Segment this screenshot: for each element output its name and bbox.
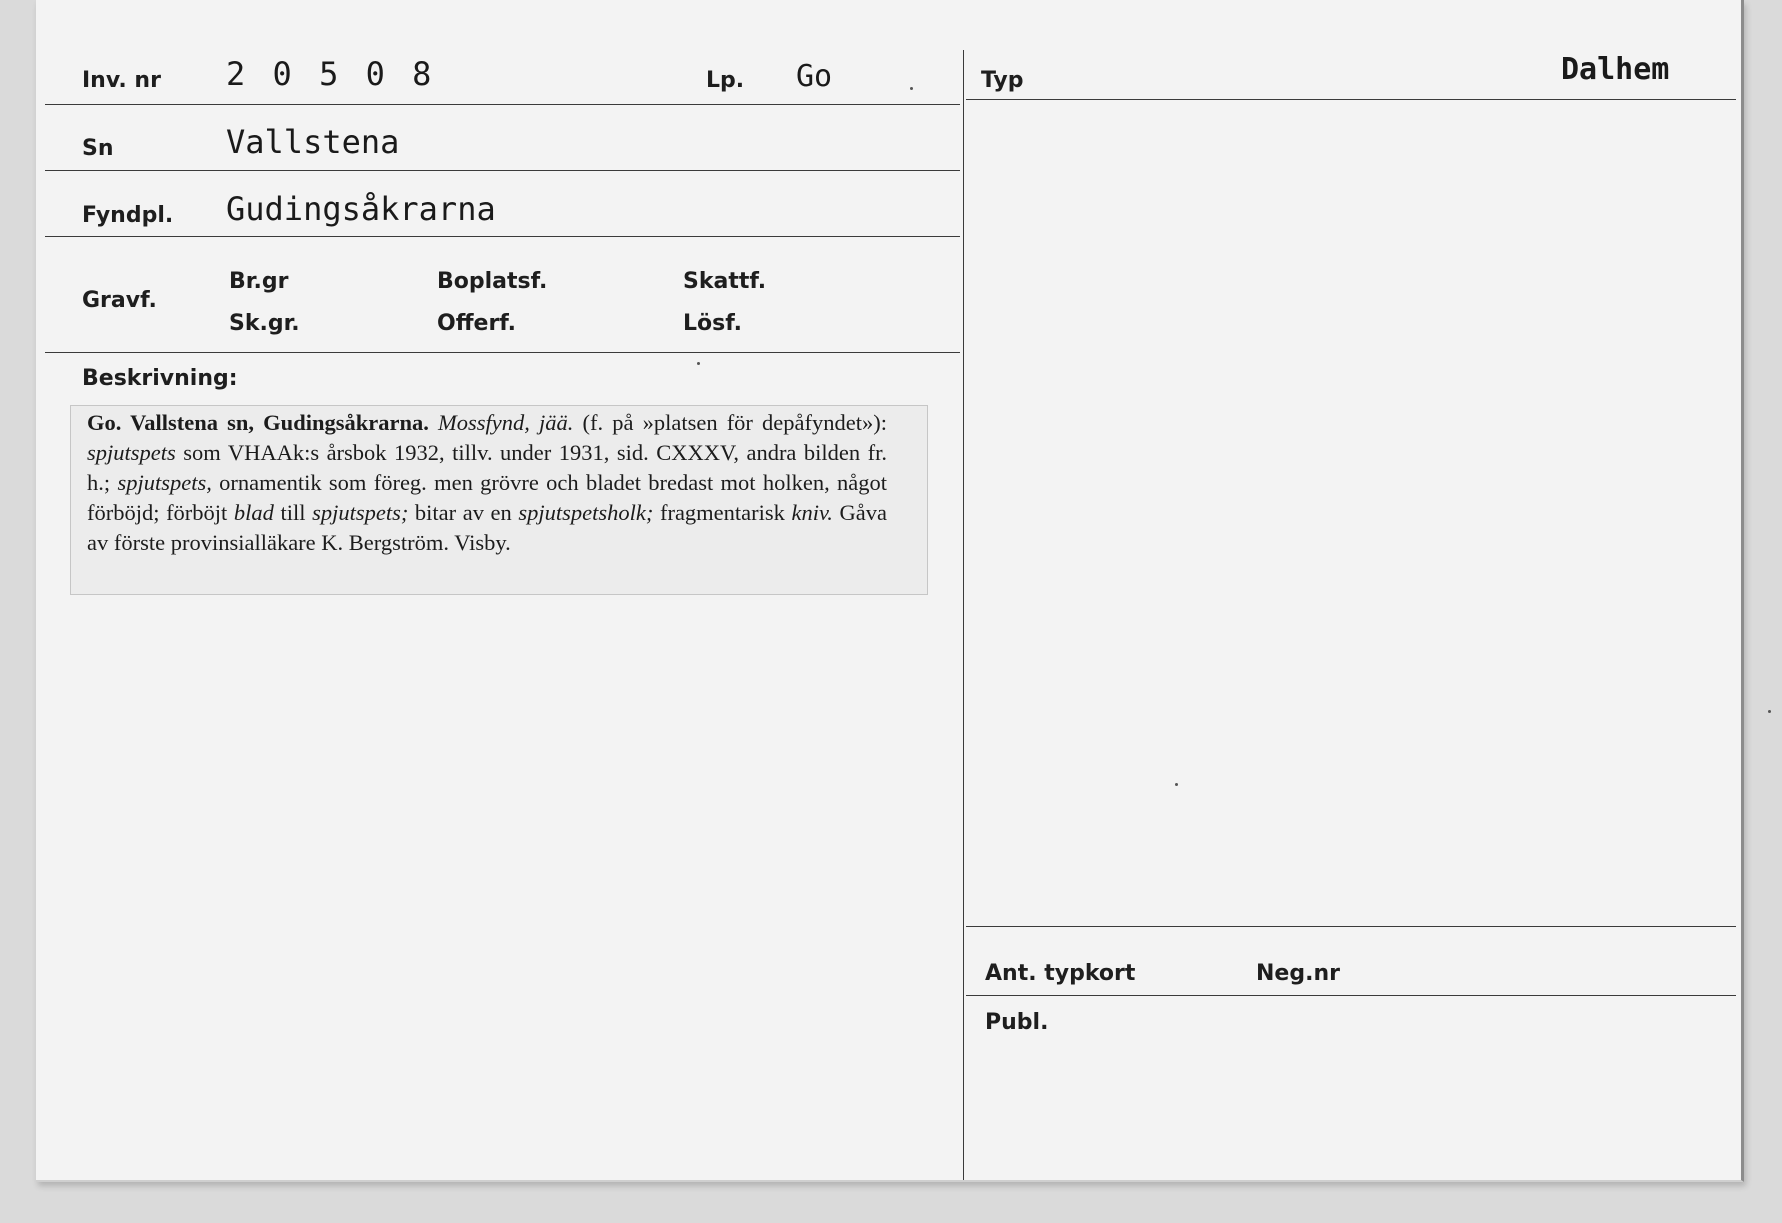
losf-label: Lösf. xyxy=(683,311,742,336)
scan-speck xyxy=(1175,783,1178,786)
description-text xyxy=(87,408,887,558)
desc-part: ornamentik som föreg. men grövre och bladet bredast mot holken, något förböjd; förböjt xyxy=(87,470,887,525)
desc-heading: Go. Vallstena sn, Gudingsåkrarna. xyxy=(87,410,429,435)
ant-typkort-label: Ant. typkort xyxy=(985,961,1136,986)
divider-ant xyxy=(966,926,1736,927)
divider-inv xyxy=(45,104,960,105)
divider-gravf xyxy=(45,352,960,353)
lp-value: Go xyxy=(796,59,833,94)
inv-nr-value: 2 0 5 0 8 xyxy=(226,55,436,93)
desc-part: (f. på »platsen för depåfyndet»): xyxy=(573,410,887,435)
desc-space xyxy=(429,410,438,435)
desc-part: som VHAAk:s årsbok 1932, tillv. under 1931, sid. CXXXV, andra bilden fr. h.; xyxy=(87,440,887,495)
boplatsf-label: Boplatsf. xyxy=(437,269,548,294)
skattf-label: Skattf. xyxy=(683,269,767,294)
divider-fyndpl xyxy=(45,236,960,237)
sn-value: Vallstena xyxy=(226,123,400,161)
parish-value: Dalhem xyxy=(1561,52,1670,87)
desc-fynd-type: Mossfynd, jää. xyxy=(437,410,574,435)
sn-label: Sn xyxy=(82,136,114,161)
desc-object: spjutspets, xyxy=(117,470,212,495)
scan-speck xyxy=(697,362,700,365)
publ-label: Publ. xyxy=(985,1010,1049,1035)
inv-nr-label: Inv. nr xyxy=(82,68,161,93)
desc-object: kniv. xyxy=(791,500,833,525)
beskrivning-label: Beskrivning: xyxy=(82,366,238,391)
desc-part: bitar av en xyxy=(408,500,519,525)
lp-label: Lp. xyxy=(706,68,745,93)
desc-object: spjutspets xyxy=(87,440,176,465)
desc-object: spjutspetsholk; xyxy=(518,500,654,525)
typ-label: Typ xyxy=(981,68,1024,93)
br-gr-label: Br.gr xyxy=(229,269,289,294)
divider-typ xyxy=(966,99,1736,100)
sk-gr-label: Sk.gr. xyxy=(229,311,300,336)
divider-neg xyxy=(966,995,1736,996)
fyndpl-value: Gudingsåkrarna xyxy=(226,190,496,228)
desc-part: fragmentarisk xyxy=(653,500,792,525)
scan-speck xyxy=(910,87,913,90)
divider-sn xyxy=(45,170,960,171)
desc-object: spjutspets; xyxy=(312,500,409,525)
desc-part: till xyxy=(273,500,313,525)
column-divider xyxy=(963,50,964,1180)
gravf-label: Gravf. xyxy=(82,288,157,313)
desc-object: blad xyxy=(233,500,274,525)
offerf-label: Offerf. xyxy=(437,311,517,336)
neg-nr-label: Neg.nr xyxy=(1256,961,1340,986)
fyndpl-label: Fyndpl. xyxy=(82,203,174,228)
scan-speck xyxy=(1768,710,1771,713)
desc-part: Gåva av förste provinsialläkare K. Bergström. Visby. xyxy=(87,500,887,555)
